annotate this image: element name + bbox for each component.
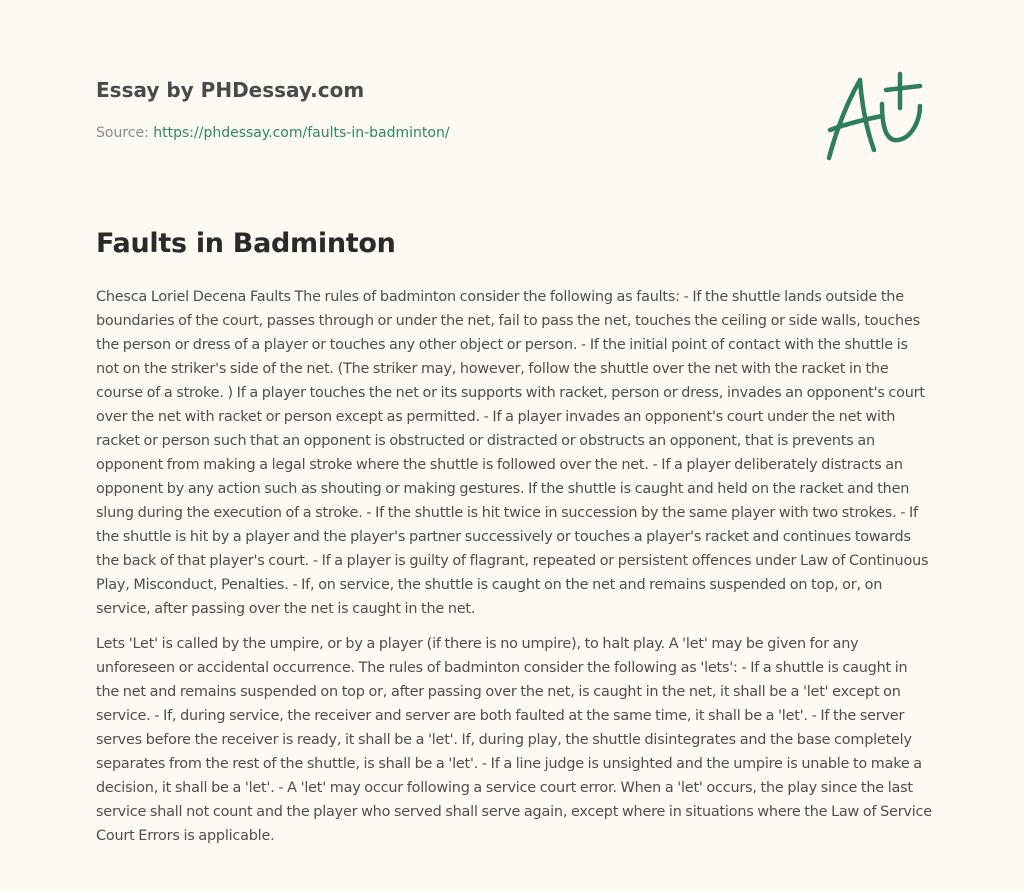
a-plus-logo-svg	[822, 70, 926, 162]
essay-paragraph: Chesca Loriel Decena Faults The rules of badminton consider the following as faults: - If the shuttle lands outside the boundaries of the court, passes through or under the net, fail to pass the net, touches the ceiling or side walls, touches the person or dress of a player or touches any other object or person. - If the initial point of contact with the shuttle is not on the striker's side of the net. (The striker may, however, follow the shuttle over the net with the racket in the course of a stroke. ) If a player touches the net or its supports with racket, person or dress, invades an opponent's court over the net with racket or person except as permitted. - If a player invades an opponent's court under the net with racket or person such that an opponent is obstructed or distracted or obstructs an opponent, that is prevents an opponent from making a legal stroke where the shuttle is followed over the net. - If a player deliberately distracts an opponent by any action such as shouting or making gestures. If the shuttle is caught and held on the racket and then slung during the execution of a stroke. - If the shuttle is hit twice in succession by the same player with two strokes. - If the shuttle is hit by a player and the player's partner successively or touches a player's racket and continues towards the back of that player's court. - If a player is guilty of flagrant, repeated or persistent offences under Law of Continuous Play, Misconduct, Penalties. - If, on service, the shuttle is caught on the net and remains suspended on top, or, on service, after passing over the net is caught in the net.	[96, 289, 929, 617]
source-link[interactable]: https://phdessay.com/faults-in-badminton/	[153, 125, 450, 141]
logo-a-left-stroke	[829, 80, 860, 158]
brand-title: Essay by PHDessay.com	[96, 78, 365, 102]
essay-paragraph: Lets 'Let' is called by the umpire, or by a player (if there is no umpire), to halt play. A 'let' may be given for any unforeseen or accidental occurrence. The rules of badminton consider the following as 'lets': - If a shuttle is caught in the net and remains suspended on top or, after passing over the net, is caught in the net, it shall be a 'let' except on service. - If, during service, the receiver and server are both faulted at the same time, it shall be a 'let'. - If the server serves before the receiver is ready, it shall be a 'let'. If, during play, the shuttle disintegrates and the base completely separates from the rest of the shuttle, is shall be a 'let'. - If a line judge is unsighted and the umpire is unable to make a decision, it shall be a 'let'. - A 'let' may occur following a service court error. When a 'let' occurs, the play since the last service shall not count and the player who served shall serve again, except where in situations where the Law of Service Court Errors is applicable.	[96, 636, 932, 844]
a-plus-logo-icon	[822, 70, 926, 162]
logo-plus-horizontal	[886, 86, 920, 90]
source-label: Source:	[96, 125, 154, 141]
essay-body	[96, 285, 932, 859]
source-line	[96, 123, 450, 143]
essay-title: Faults in Badminton	[96, 228, 396, 259]
logo-a-right-stroke	[860, 80, 874, 150]
